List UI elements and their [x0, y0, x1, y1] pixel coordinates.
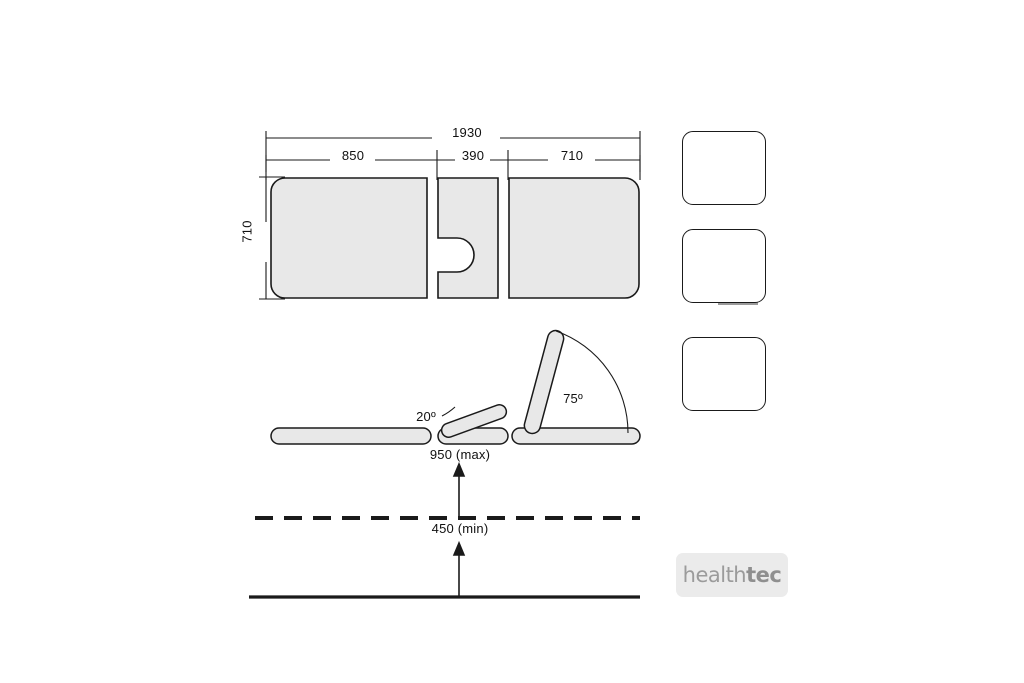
height-min-arrow [454, 543, 464, 597]
logo-text-light: health [682, 563, 747, 587]
backrest-raised-position-icon [682, 229, 766, 303]
height-max-arrow [454, 464, 464, 518]
height-min-label: 450 (min) [431, 521, 489, 536]
top-view-segment-1-label: 850 [341, 148, 365, 163]
height-max-label: 950 (max) [429, 447, 491, 462]
backrest-angle-label: 75º [563, 391, 583, 406]
backrest-angle-arc [556, 331, 628, 433]
healthtec-logo-text [676, 553, 788, 597]
top-view-segment-2-label: 390 [461, 148, 485, 163]
top-view-segment-3-label: 710 [560, 148, 584, 163]
logo-text-bold: tec [746, 563, 782, 587]
top-view-depth-label: 710 [239, 220, 255, 243]
legrest-angle-label: 20º [416, 409, 436, 424]
top-view-total-width-label: 1930 [452, 125, 482, 140]
flat-position-icon [682, 131, 766, 205]
top-view-back-cushion [271, 178, 427, 298]
top-view-leg-cushion [509, 178, 639, 298]
top-view-middle-cushion [438, 178, 498, 298]
side-view-backrest-raised [523, 329, 566, 436]
healthtec-logo [676, 553, 788, 597]
legrest-raised-position-icon [682, 337, 766, 411]
